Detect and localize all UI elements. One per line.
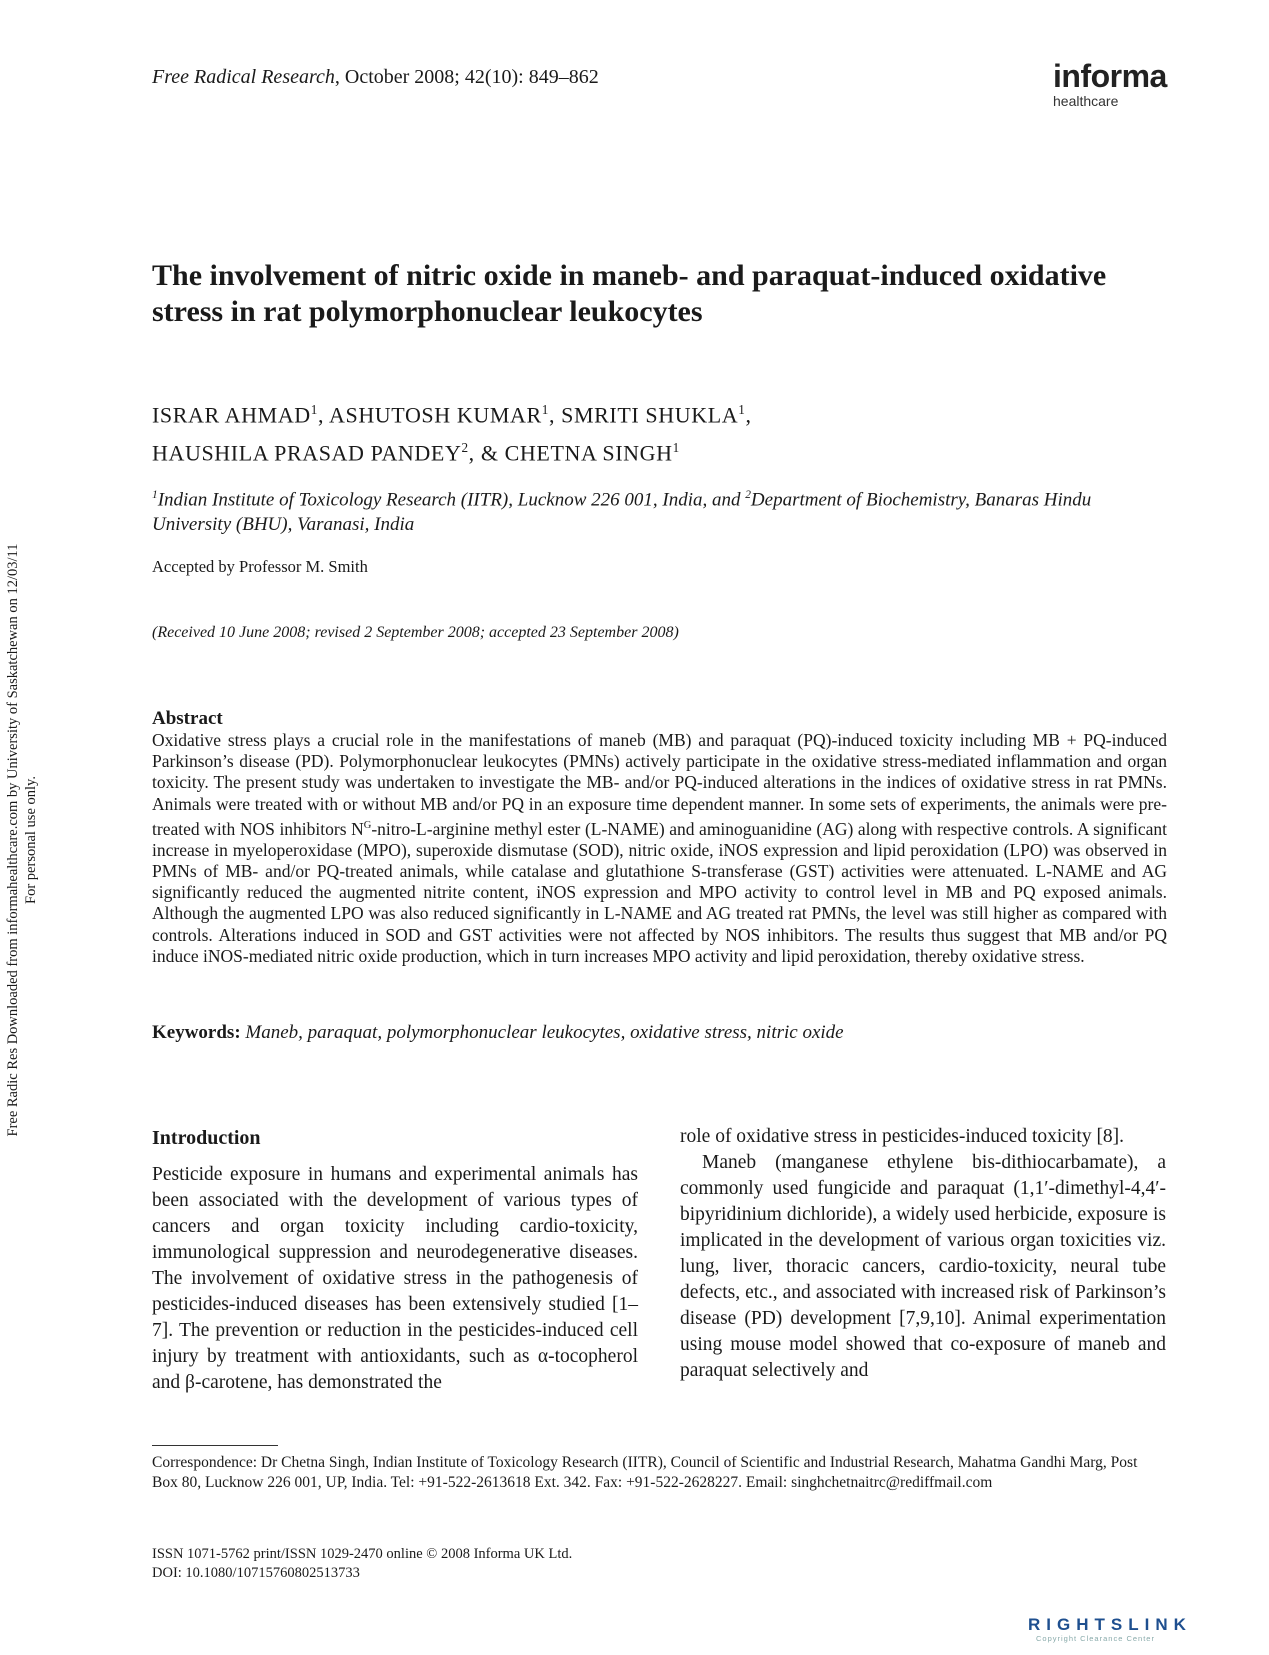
watermark-line-2: For personal use only. bbox=[23, 776, 39, 904]
publisher-logo bbox=[1053, 60, 1173, 109]
footnote-rule bbox=[152, 1445, 278, 1446]
keywords bbox=[152, 1022, 1167, 1044]
author-list: ISRAR AHMAD$^1$, ASHUTOSH KUMAR$^1$, SMRITI SHUKLA$^1$, HAUSHILA PRASAD PANDEY$^2$, & CHETNA SINGH$^1$ bbox=[152, 402, 752, 466]
issn-doi bbox=[152, 1545, 572, 1583]
doi: DOI: 10.1080/10715760802513733 bbox=[152, 1565, 360, 1581]
author-affil-sup: 1 bbox=[738, 402, 746, 417]
rightslink-logo bbox=[1028, 1616, 1192, 1643]
author-affil-sup: 2 bbox=[461, 440, 469, 456]
keywords-value: Maneb, paraquat, polymorphonuclear leukocytes, oxidative stress, nitric oxide bbox=[245, 1022, 844, 1043]
affiliation-1: Indian Institute of Toxicology Research (IITR), Lucknow 226 001, India, and bbox=[157, 489, 746, 511]
journal-issue: , October 2008; 42(10): 849–862 bbox=[334, 66, 599, 88]
accepted-by: Accepted by Professor M. Smith bbox=[152, 557, 368, 576]
author-affil-sup: 1 bbox=[310, 402, 318, 417]
affiliation-2: Department of Biochemistry, Banaras Hindu University (BHU), Varanasi, India bbox=[152, 489, 1092, 536]
journal-citation bbox=[152, 66, 599, 89]
author-affil-sup: 1 bbox=[541, 402, 549, 417]
rightslink-brand: RIGHTSLINK bbox=[1028, 1615, 1192, 1634]
logo-brand: informa bbox=[1053, 58, 1167, 94]
abstract bbox=[152, 708, 1167, 967]
introduction-heading: Introduction bbox=[152, 1127, 261, 1149]
issn: ISSN 1071-5762 print/ISSN 1029-2470 online © 2008 Informa UK Ltd. bbox=[152, 1546, 573, 1562]
article-title: The involvement of nitric oxide in maneb- and paraquat-induced oxidative stress in rat polymorphonuclear leukocytes bbox=[152, 259, 1107, 328]
intro-paragraph-1-continued: role of oxidative stress in pesticides-induced toxicity [8]. bbox=[680, 1126, 1125, 1147]
download-watermark bbox=[0, 480, 44, 1200]
logo-sub: healthcare bbox=[1053, 93, 1119, 109]
author-affil-sup: 1 bbox=[672, 440, 680, 456]
intro-paragraph-1: Pesticide exposure in humans and experimental animals has been associated with the development of various types of cancers and organ toxicity including cardio-toxicity, immunological suppression and neurodegenerative diseases. The involvement of oxidative stress in the pathogenesis of pesticides-induced diseases has been extensively studied [1–7]. The prevention or reduction in the pesticides-induced cell injury by treatment with antioxidants, such as α-tocopherol and β-carotene, has demonstrated the bbox=[152, 1164, 638, 1393]
watermark-line-1: Free Radic Res Downloaded from informahealthcare.com by University of Saskatchewan on 12/03/11 bbox=[5, 543, 21, 1137]
author-name: ASHUTOSH KUMAR bbox=[329, 402, 542, 428]
rightslink-sub: Copyright Clearance Center bbox=[1036, 1634, 1155, 1643]
abstract-heading: Abstract bbox=[152, 708, 223, 729]
keywords-label: Keywords: bbox=[152, 1022, 241, 1043]
journal-name: Free Radical Research bbox=[152, 66, 335, 88]
intro-column-left bbox=[152, 1126, 638, 1396]
intro-column-right bbox=[680, 1124, 1166, 1384]
correspondence: Correspondence: Dr Chetna Singh, Indian Institute of Toxicology Research (IITR), Council of Scientific and Industrial Research, Mahatma Gandhi Marg, Post Box 80, Lucknow 226 001, UP, India. Tel: +91-522-2613618 Ext. 342. Fax: +91-522-2628227. Email: singhchetnaitrc@rediffmail.com bbox=[152, 1454, 1138, 1491]
received-dates: (Received 10 June 2008; revised 2 September 2008; accepted 23 September 2008) bbox=[152, 624, 679, 641]
affiliations: $^1$Indian Institute of Toxicology Research (IITR), Lucknow 226 001, India, and $^2$Department of Biochemistry, Banaras Hindu University (BHU), Varanasi, India bbox=[152, 489, 1092, 536]
author-name: SMRITI SHUKLA bbox=[561, 402, 739, 428]
author-name: HAUSHILA PRASAD PANDEY bbox=[152, 440, 462, 466]
abstract-body: Oxidative stress plays a crucial role in the manifestations of maneb (MB) and paraquat (PQ)-induced toxicity including MB + PQ-induced Parkinson’s disease (PD). Polymorphonuclear leukocytes (PMNs) actively participate in the oxidative stress-mediated inflammation and organ toxicity. The present study was undertaken to investigate the MB- and/or PQ-induced alterations in the indices of oxidative stress in rat PMNs. Animals were treated with or without MB and/or PQ in an exposure time dependent manner. In some sets of experiments, the animals were pre-treated with NOS inhibitors $N^G-nitro-L$-arginine methyl ester (L-NAME) and aminoguanidine (AG) along with respective controls. A significant increase in myeloperoxidase (MPO), superoxide dismutase (SOD), nitric oxide, iNOS expression and lipid peroxidation (LPO) was observed in PMNs of MB- and/or PQ-treated animals, while catalase and glutathione S-transferase (GST) activities were attenuated. L-NAME and AG significantly reduced the augmented nitrite content, iNOS expression and MPO activity to control level in MB and PQ exposed animals. Although the augmented LPO was also reduced significantly in L-NAME and AG treated rat PMNs, the level was still higher as compared with controls. Alterations induced in SOD and GST activities were not affected by NOS inhibitors. The results thus suggest that MB and/or PQ induce iNOS-mediated nitric oxide production, which in turn increases MPO activity and lipid peroxidation, thereby oxidative stress. bbox=[152, 730, 1167, 966]
author-name: ISRAR AHMAD bbox=[152, 402, 311, 428]
author-name: CHETNA SINGH bbox=[504, 440, 673, 466]
intro-paragraph-2: Maneb (manganese ethylene bis-dithiocarbamate), a commonly used fungicide and paraquat (1,1′-dimethyl-4,4′-bipyridinium dichloride), a widely used herbicide, exposure is implicated in the development of various organ toxicities viz. lung, liver, thoracic cancers, cardio-toxicity, neural tube defects, etc., and associated with increased risk of Parkinson’s disease (PD) development [7,9,10]. Animal experimentation using mouse model showed that co-exposure of maneb and paraquat selectively and bbox=[680, 1152, 1166, 1381]
